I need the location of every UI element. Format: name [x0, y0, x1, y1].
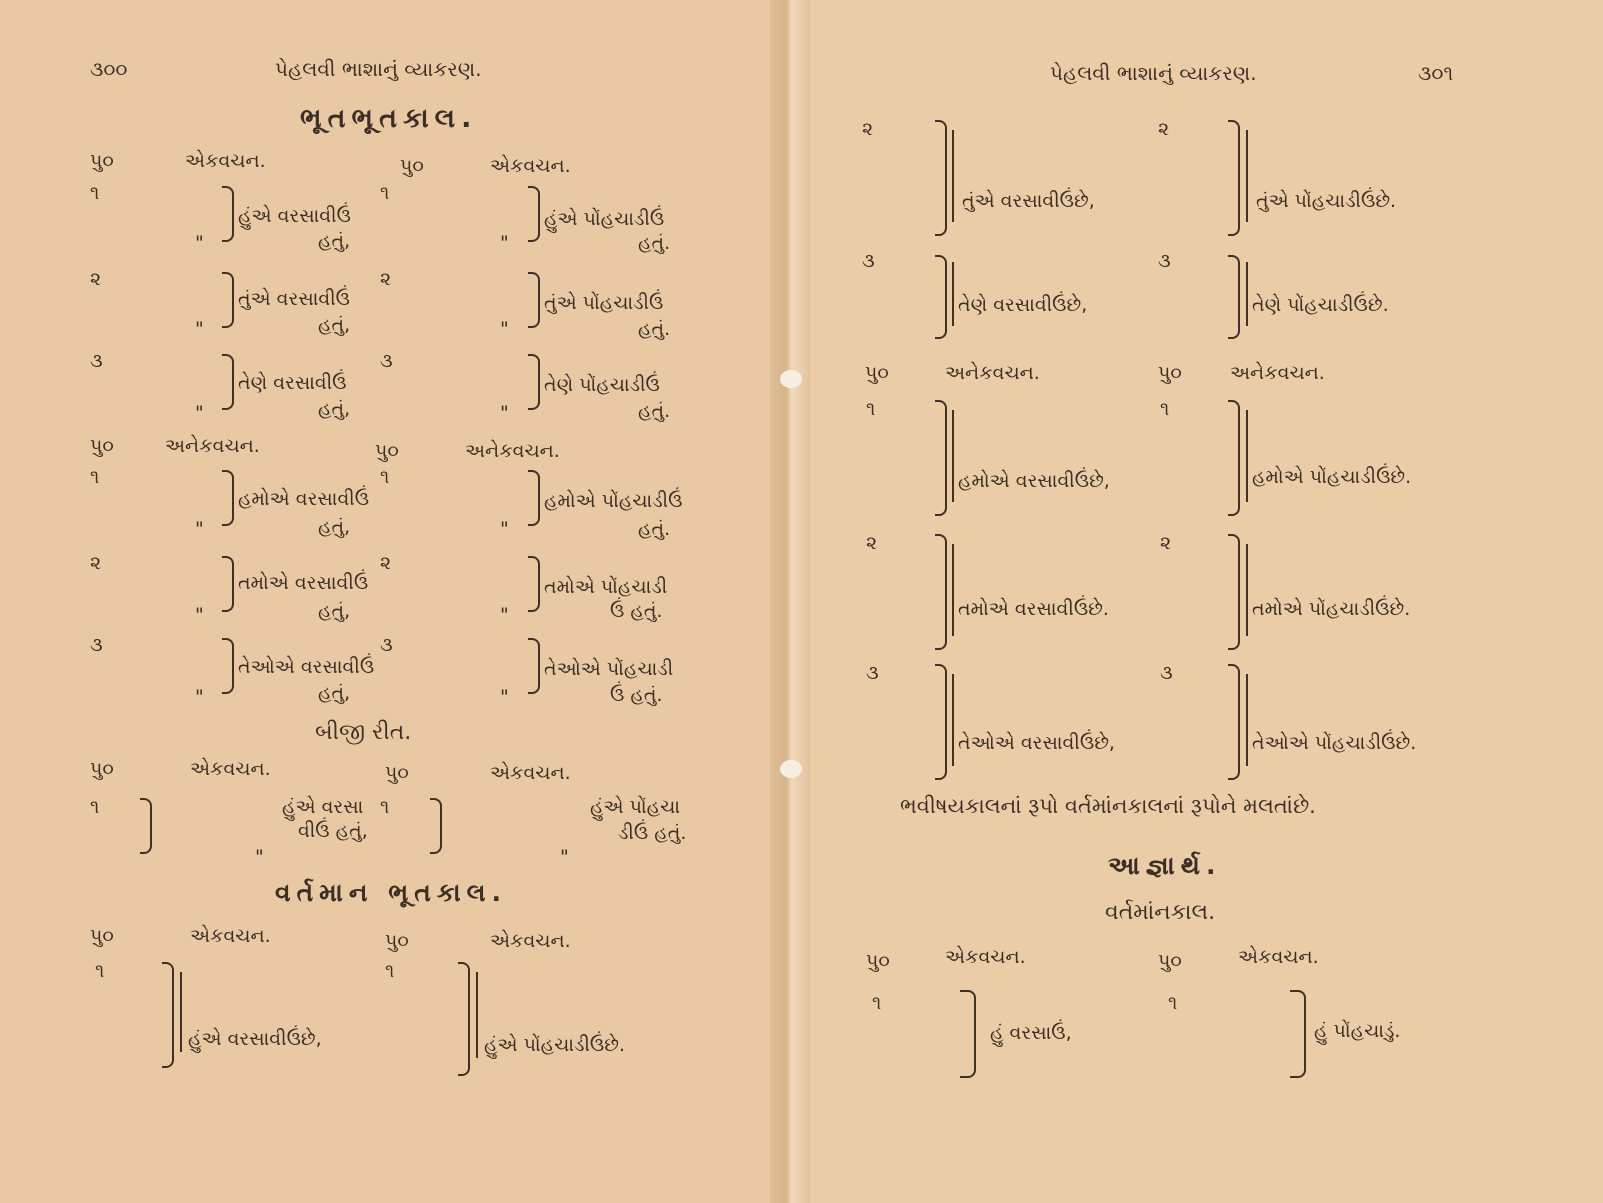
- brace: [1228, 255, 1240, 339]
- plural-heading: અનેકવચન.: [945, 362, 1040, 384]
- singular-heading: એકવચન.: [490, 155, 571, 177]
- plural-heading: અનેકવચન.: [165, 435, 260, 457]
- verb-form: હું વરસાઉં,: [990, 1022, 1072, 1044]
- person-label: પુ૦: [385, 930, 409, 952]
- book-spine: [770, 0, 810, 1203]
- brace: [935, 120, 947, 236]
- verb-form: હુંએ વરસાવીઉં: [238, 205, 351, 227]
- verb-aux: હતું,: [318, 682, 351, 704]
- person-label: પુ૦: [385, 762, 409, 784]
- right-page: [790, 0, 1603, 1203]
- singular-heading: એકવચન.: [1238, 946, 1319, 968]
- verb-form: હમોએ પોંહચાડીઉંછે.: [1252, 466, 1412, 488]
- row-number: ૧: [90, 796, 100, 818]
- verb-form: હમોએ વરસાવીઉં: [238, 488, 370, 510]
- verb-aux: હતું.: [638, 400, 671, 422]
- ditto-mark: ": [500, 518, 509, 540]
- verb-aux: હતું,: [318, 600, 351, 622]
- brace: [935, 664, 947, 780]
- person-label: પુ૦: [90, 435, 114, 457]
- brace: [140, 798, 152, 854]
- brace: [1290, 990, 1306, 1078]
- section-title: વર્તમાન ભૂતકાલ.: [275, 878, 508, 907]
- singular-heading: એકવચન.: [185, 150, 266, 172]
- verb-aux: હતું.: [638, 232, 671, 254]
- divider-bar: [1246, 674, 1248, 766]
- brace: [162, 962, 174, 1068]
- ditto-mark: ": [560, 846, 569, 868]
- row-number: ૩: [380, 634, 393, 656]
- row-number: ૨: [866, 532, 878, 554]
- grammar-note: ભવીષયકાલનાં રૂપો વર્તમાંનકાલનાં રૂપોને મલતાંછે.: [900, 794, 1316, 818]
- row-number: ૩: [866, 662, 879, 684]
- divider-bar: [1246, 544, 1248, 636]
- brace: [222, 556, 234, 612]
- verb-form: હુંએ વરસા: [282, 796, 364, 818]
- ditto-mark: ": [195, 518, 204, 540]
- verb-form: તુંએ પોંહચાડીઉંછે.: [1256, 190, 1397, 212]
- brace: [458, 962, 470, 1076]
- section-title: ભૂતભૂતકાલ.: [300, 103, 478, 134]
- divider-bar: [952, 544, 954, 636]
- verb-form: હુંએ પોંહચા: [590, 796, 681, 818]
- verb-form: તેઓએ પોંહચાડીઉંછે.: [1252, 732, 1417, 754]
- singular-heading: એકવચન.: [490, 930, 571, 952]
- verb-form: હું પોંહચાડું.: [1314, 1020, 1401, 1042]
- row-number: ૩: [1158, 250, 1171, 272]
- divider-bar: [952, 262, 954, 326]
- verb-form: વીઉં હતું,: [298, 820, 368, 842]
- verb-form: તુંએ પોંહચાડીઉં: [544, 292, 664, 314]
- person-label: પુ૦: [90, 150, 114, 172]
- verb-aux: ઉં હતું.: [610, 684, 663, 706]
- ditto-mark: ": [500, 318, 509, 340]
- verb-form: ડીઉં હતું.: [618, 822, 687, 844]
- brace: [222, 354, 234, 410]
- row-number: ૧: [385, 960, 395, 982]
- verb-form: તમોએ વરસાવીઉંછે.: [958, 598, 1109, 620]
- section-title: આજ્ઞાર્થ.: [1108, 851, 1222, 880]
- verb-form: તેણે પોંહચાડીઉંછે.: [1252, 294, 1389, 316]
- divider-bar: [1246, 262, 1248, 326]
- row-number: ૧: [872, 992, 882, 1014]
- row-number: ૧: [90, 466, 100, 488]
- ditto-mark: ": [500, 604, 509, 626]
- brace: [1228, 664, 1240, 780]
- row-number: ૧: [1168, 992, 1178, 1014]
- divider-bar: [476, 972, 478, 1058]
- brace: [528, 354, 540, 410]
- ditto-mark: ": [195, 604, 204, 626]
- running-head-right: પેહલવી ભાશાનું વ્યાકરણ.: [1050, 61, 1257, 85]
- verb-form: તુંએ વરસાવીઉં: [238, 288, 351, 310]
- subsection-title: વર્તમાંનકાલ.: [1105, 900, 1216, 925]
- ditto-mark: ": [195, 402, 204, 424]
- brace: [222, 470, 234, 526]
- verb-aux: ઉં હતું.: [610, 600, 663, 622]
- person-label: પુ૦: [1158, 362, 1182, 384]
- divider-bar: [1246, 410, 1248, 502]
- brace: [1228, 120, 1240, 236]
- ditto-mark: ": [500, 686, 509, 708]
- verb-aux: હતું.: [638, 318, 671, 340]
- brace: [935, 400, 947, 516]
- verb-form: તેણે પોંહચાડીઉં: [544, 374, 660, 396]
- verb-form: હુંએ પોંહચાડીઉંછે.: [484, 1034, 625, 1056]
- ditto-mark: ": [255, 846, 264, 868]
- verb-aux: હતું,: [318, 314, 351, 336]
- brace: [528, 470, 540, 526]
- row-number: ૨: [90, 268, 102, 290]
- brace: [935, 255, 947, 339]
- row-number: ૧: [380, 466, 390, 488]
- verb-form: હમોએ વરસાવીઉંછે,: [958, 470, 1110, 492]
- brace: [528, 638, 540, 694]
- person-label: પુ૦: [90, 925, 114, 947]
- verb-form: તમોએ પોંહચાડી: [544, 576, 668, 598]
- row-number: ૩: [90, 634, 103, 656]
- verb-aux: હતું,: [318, 398, 351, 420]
- singular-heading: એકવચન.: [490, 762, 571, 784]
- ditto-mark: ": [195, 232, 204, 254]
- verb-form: હુંએ પોંહચાડીઉં: [544, 208, 665, 230]
- row-number: ૧: [866, 398, 876, 420]
- brace: [430, 798, 442, 854]
- verb-form: તેણે વરસાવીઉં: [238, 372, 347, 394]
- verb-form: તમોએ પોંહચાડીઉંછે.: [1252, 598, 1411, 620]
- divider-bar: [952, 410, 954, 502]
- brace: [935, 534, 947, 650]
- ditto-mark: ": [195, 686, 204, 708]
- brace: [528, 272, 540, 328]
- divider-bar: [952, 130, 954, 222]
- page-number-right: ૩૦૧: [1418, 61, 1454, 85]
- row-number: ૨: [380, 268, 392, 290]
- divider-bar: [952, 674, 954, 766]
- verb-form: હુંએ વરસાવીઉંછે,: [188, 1028, 322, 1050]
- row-number: ૧: [90, 182, 100, 204]
- verb-aux: હતું,: [318, 230, 351, 252]
- brace: [960, 990, 976, 1078]
- verb-form: તેઓએ વરસાવીઉંછે,: [958, 732, 1115, 754]
- verb-form: તેઓએ પોંહચાડી: [544, 658, 674, 680]
- divider-bar: [1246, 130, 1248, 222]
- brace: [1228, 534, 1240, 650]
- brace: [1228, 400, 1240, 516]
- ditto-mark: ": [195, 318, 204, 340]
- row-number: ૩: [90, 350, 103, 372]
- verb-form: તમોએ વરસાવીઉં: [238, 572, 369, 594]
- verb-form: તેઓએ વરસાવીઉં: [238, 656, 375, 678]
- binding-hole: [780, 760, 802, 778]
- ditto-mark: ": [500, 232, 509, 254]
- subsection-title: બીજી રીત.: [315, 720, 412, 745]
- row-number: ૩: [380, 350, 393, 372]
- person-label: પુ૦: [865, 362, 889, 384]
- row-number: ૨: [1160, 532, 1172, 554]
- row-number: ૩: [862, 250, 875, 272]
- row-number: ૧: [95, 960, 105, 982]
- row-number: ૨: [862, 118, 874, 140]
- brace: [222, 186, 234, 242]
- brace: [528, 556, 540, 612]
- brace: [222, 272, 234, 328]
- plural-heading: અનેકવચન.: [1230, 362, 1325, 384]
- divider-bar: [180, 972, 182, 1052]
- singular-heading: એકવચન.: [190, 758, 271, 780]
- singular-heading: એકવચન.: [190, 925, 271, 947]
- row-number: ૧: [380, 182, 390, 204]
- row-number: ૩: [1160, 662, 1173, 684]
- verb-aux: હતું,: [318, 516, 351, 538]
- brace: [528, 186, 540, 242]
- verb-aux: હતું.: [638, 518, 671, 540]
- running-head-left: પેહલવી ભાશાનું વ્યાકરણ.: [275, 57, 482, 81]
- verb-form: તુંએ વરસાવીઉંછે,: [962, 190, 1095, 212]
- row-number: ૨: [1158, 118, 1170, 140]
- page-number-left: ૩૦૦: [90, 57, 128, 81]
- row-number: ૧: [380, 796, 390, 818]
- person-label: પુ૦: [90, 758, 114, 780]
- binding-hole: [780, 370, 802, 388]
- verb-form: તેણે વરસાવીઉંછે,: [958, 294, 1088, 316]
- ditto-mark: ": [500, 402, 509, 424]
- row-number: ૧: [1160, 398, 1170, 420]
- person-label: પુ૦: [866, 950, 890, 972]
- row-number: ૨: [90, 552, 102, 574]
- verb-form: હમોએ પોંહચાડીઉં: [544, 490, 683, 512]
- brace: [222, 638, 234, 694]
- plural-heading: અનેકવચન.: [465, 440, 560, 462]
- person-label: પુ૦: [400, 155, 424, 177]
- singular-heading: એકવચન.: [945, 946, 1026, 968]
- person-label: પુ૦: [1158, 950, 1182, 972]
- person-label: પુ૦: [375, 440, 399, 462]
- left-page: [0, 0, 790, 1203]
- row-number: ૨: [380, 552, 392, 574]
